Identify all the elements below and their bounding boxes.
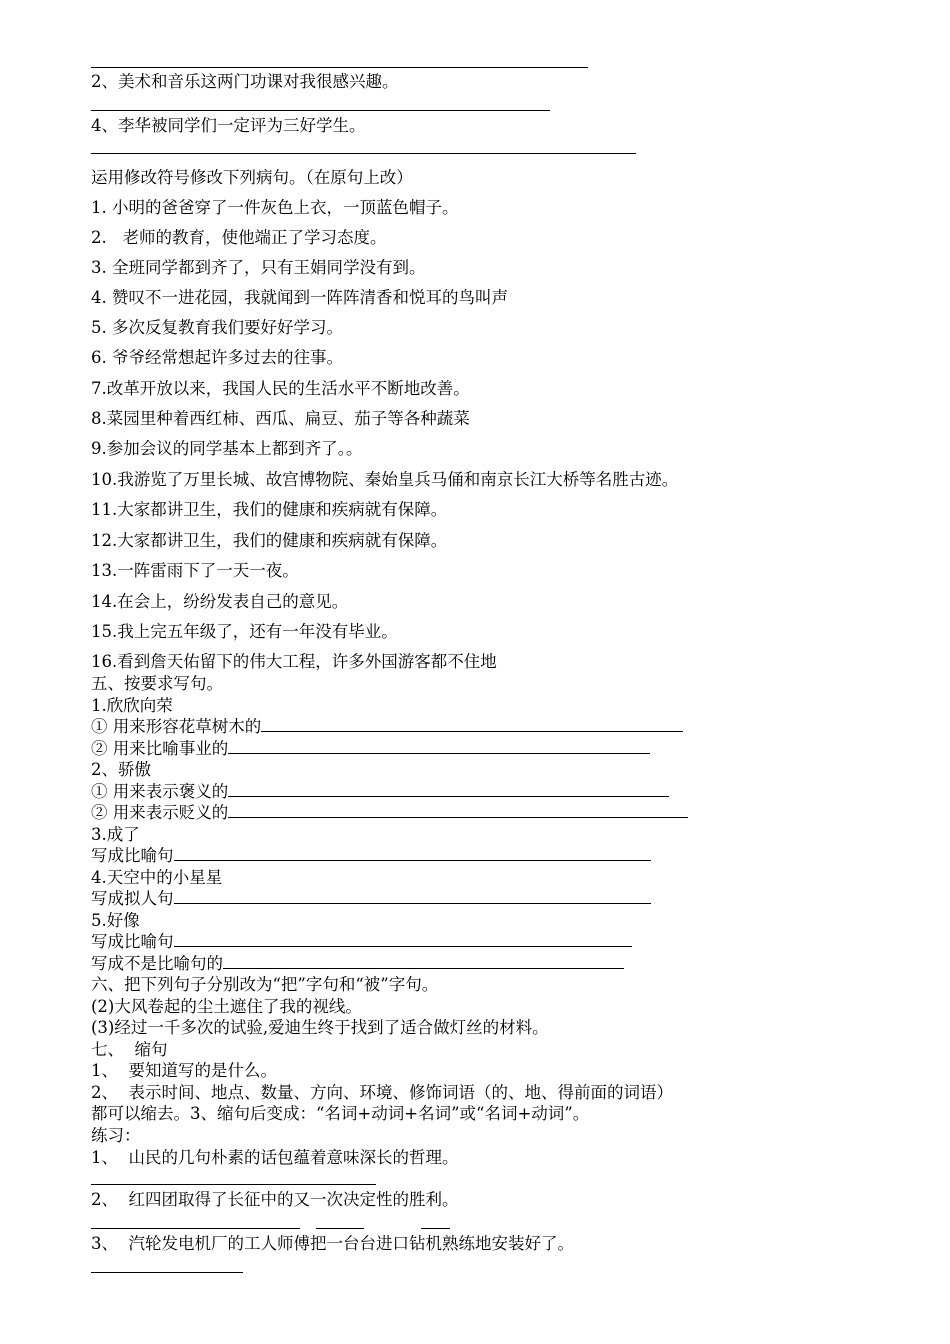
sentence-item: 10.我游览了万里长城、故宫博物院、秦始皇兵马俑和南京长江大桥等名胜古迹。 [91, 470, 679, 489]
sentence-item: (2)大风卷起的尘土遮住了我的视线。 [91, 997, 362, 1016]
exercise-line: 4、李华被同学们一定评为三好学生。 [91, 116, 366, 135]
answer-line[interactable] [91, 110, 550, 111]
prompt-line [91, 739, 650, 759]
sentence-item: 14.在会上，纷纷发表自己的意见。 [91, 592, 349, 611]
prompt-line [91, 782, 669, 802]
answer-line[interactable] [316, 1228, 364, 1229]
prompt-text: 写成比喻句 [91, 846, 174, 865]
sentence-item: 11.大家都讲卫生，我们的健康和疾病就有保障。 [91, 500, 448, 519]
answer-blank[interactable] [174, 889, 651, 904]
prompt-line [91, 954, 624, 974]
rule-item: 2、 表示时间、地点、数量、方向、环境、修饰词语（的、地、得前面的词语） [91, 1083, 673, 1102]
rule-item: 都可以缩去。3、缩句后变成：“名词+动词+名词”或“名词+动词”。 [91, 1104, 590, 1123]
sentence-item: 1. 小明的爸爸穿了一件灰色上衣，一顶蓝色帽子。 [91, 198, 459, 217]
section-heading: 七、 缩句 [91, 1040, 168, 1059]
section-heading: 六、把下列句子分别改为“把”字句和“被”字句。 [91, 975, 439, 994]
prompt-line [91, 803, 688, 823]
sentence-item: 16.看到詹天佑留下的伟大工程，许多外国游客都不住地 [91, 652, 497, 671]
sentence-item: (3)经过一千多次的试验,爱迪生终于找到了适合做灯丝的材料。 [91, 1018, 549, 1037]
prompt-text: 写成拟人句 [91, 889, 174, 908]
prompt-word: 1.欣欣向荣 [91, 696, 173, 715]
sentence-item: 7.改革开放以来，我国人民的生活水平不断地改善。 [91, 379, 470, 398]
prompt-text: ① 用来表示褒义的 [91, 782, 229, 801]
prompt-line [91, 932, 632, 952]
practice-item: 1、 山民的几句朴素的话包蕴着意味深长的哲理。 [91, 1148, 459, 1167]
prompt-word: 5.好像 [91, 911, 140, 930]
rule-item: 1、 要知道写的是什么。 [91, 1061, 277, 1080]
answer-line[interactable] [421, 1228, 450, 1229]
sentence-item: 9.参加会议的同学基本上都到齐了。。 [91, 439, 363, 458]
answer-line[interactable] [91, 67, 588, 68]
practice-item: 3、 汽轮发电机厂的工人师傅把一台台进口钻机熟练地安装好了。 [91, 1234, 574, 1253]
sentence-item: 12.大家都讲卫生，我们的健康和疾病就有保障。 [91, 531, 448, 550]
sentence-item: 4. 赞叹不一进花园，我就闻到一阵阵清香和悦耳的鸟叫声 [91, 288, 508, 307]
sentence-item: 2. 老师的教育，使他端正了学习态度。 [91, 228, 387, 247]
prompt-text: ② 用来表示贬义的 [91, 803, 229, 822]
prompt-text: 写成比喻句 [91, 932, 174, 951]
sentence-item: 5. 多次反复教育我们要好好学习。 [91, 318, 343, 337]
exercise-line: 2、美术和音乐这两门功课对我很感兴趣。 [91, 72, 399, 91]
answer-blank[interactable] [228, 739, 650, 754]
answer-blank[interactable] [174, 846, 651, 861]
sentence-item: 13.一阵雷雨下了一天一夜。 [91, 561, 299, 580]
answer-blank[interactable] [228, 803, 688, 818]
practice-item: 2、 红四团取得了长征中的又一次决定性的胜利。 [91, 1190, 459, 1209]
prompt-word: 3.成了 [91, 825, 140, 844]
prompt-text: 写成不是比喻句的 [91, 954, 223, 973]
sentence-item: 3. 全班同学都到齐了，只有王娟同学没有到。 [91, 258, 426, 277]
prompt-text: ① 用来形容花草树木的 [91, 717, 262, 736]
prompt-word: 4.天空中的小星星 [91, 868, 223, 887]
sentence-item: 6. 爷爷经常想起许多过去的往事。 [91, 348, 343, 367]
sentence-item: 8.菜园里种着西红柿、西瓜、扁豆、茄子等各种蔬菜 [91, 409, 470, 428]
section-heading: 五、按要求写句。 [91, 674, 223, 693]
prompt-line [91, 846, 651, 866]
answer-line[interactable] [91, 1184, 376, 1185]
answer-blank[interactable] [223, 954, 624, 969]
prompt-line [91, 717, 683, 737]
answer-line[interactable] [91, 1272, 243, 1273]
answer-line[interactable] [91, 153, 636, 154]
answer-blank[interactable] [261, 717, 683, 732]
answer-line[interactable] [91, 1228, 300, 1229]
section-heading: 运用修改符号修改下列病句。（在原句上改） [91, 168, 413, 187]
practice-label: 练习： [91, 1126, 141, 1145]
prompt-line [91, 889, 651, 909]
answer-blank[interactable] [174, 932, 632, 947]
answer-blank[interactable] [228, 782, 669, 797]
prompt-word: 2、骄傲 [91, 760, 151, 779]
sentence-item: 15.我上完五年级了，还有一年没有毕业。 [91, 622, 398, 641]
prompt-text: ② 用来比喻事业的 [91, 739, 229, 758]
